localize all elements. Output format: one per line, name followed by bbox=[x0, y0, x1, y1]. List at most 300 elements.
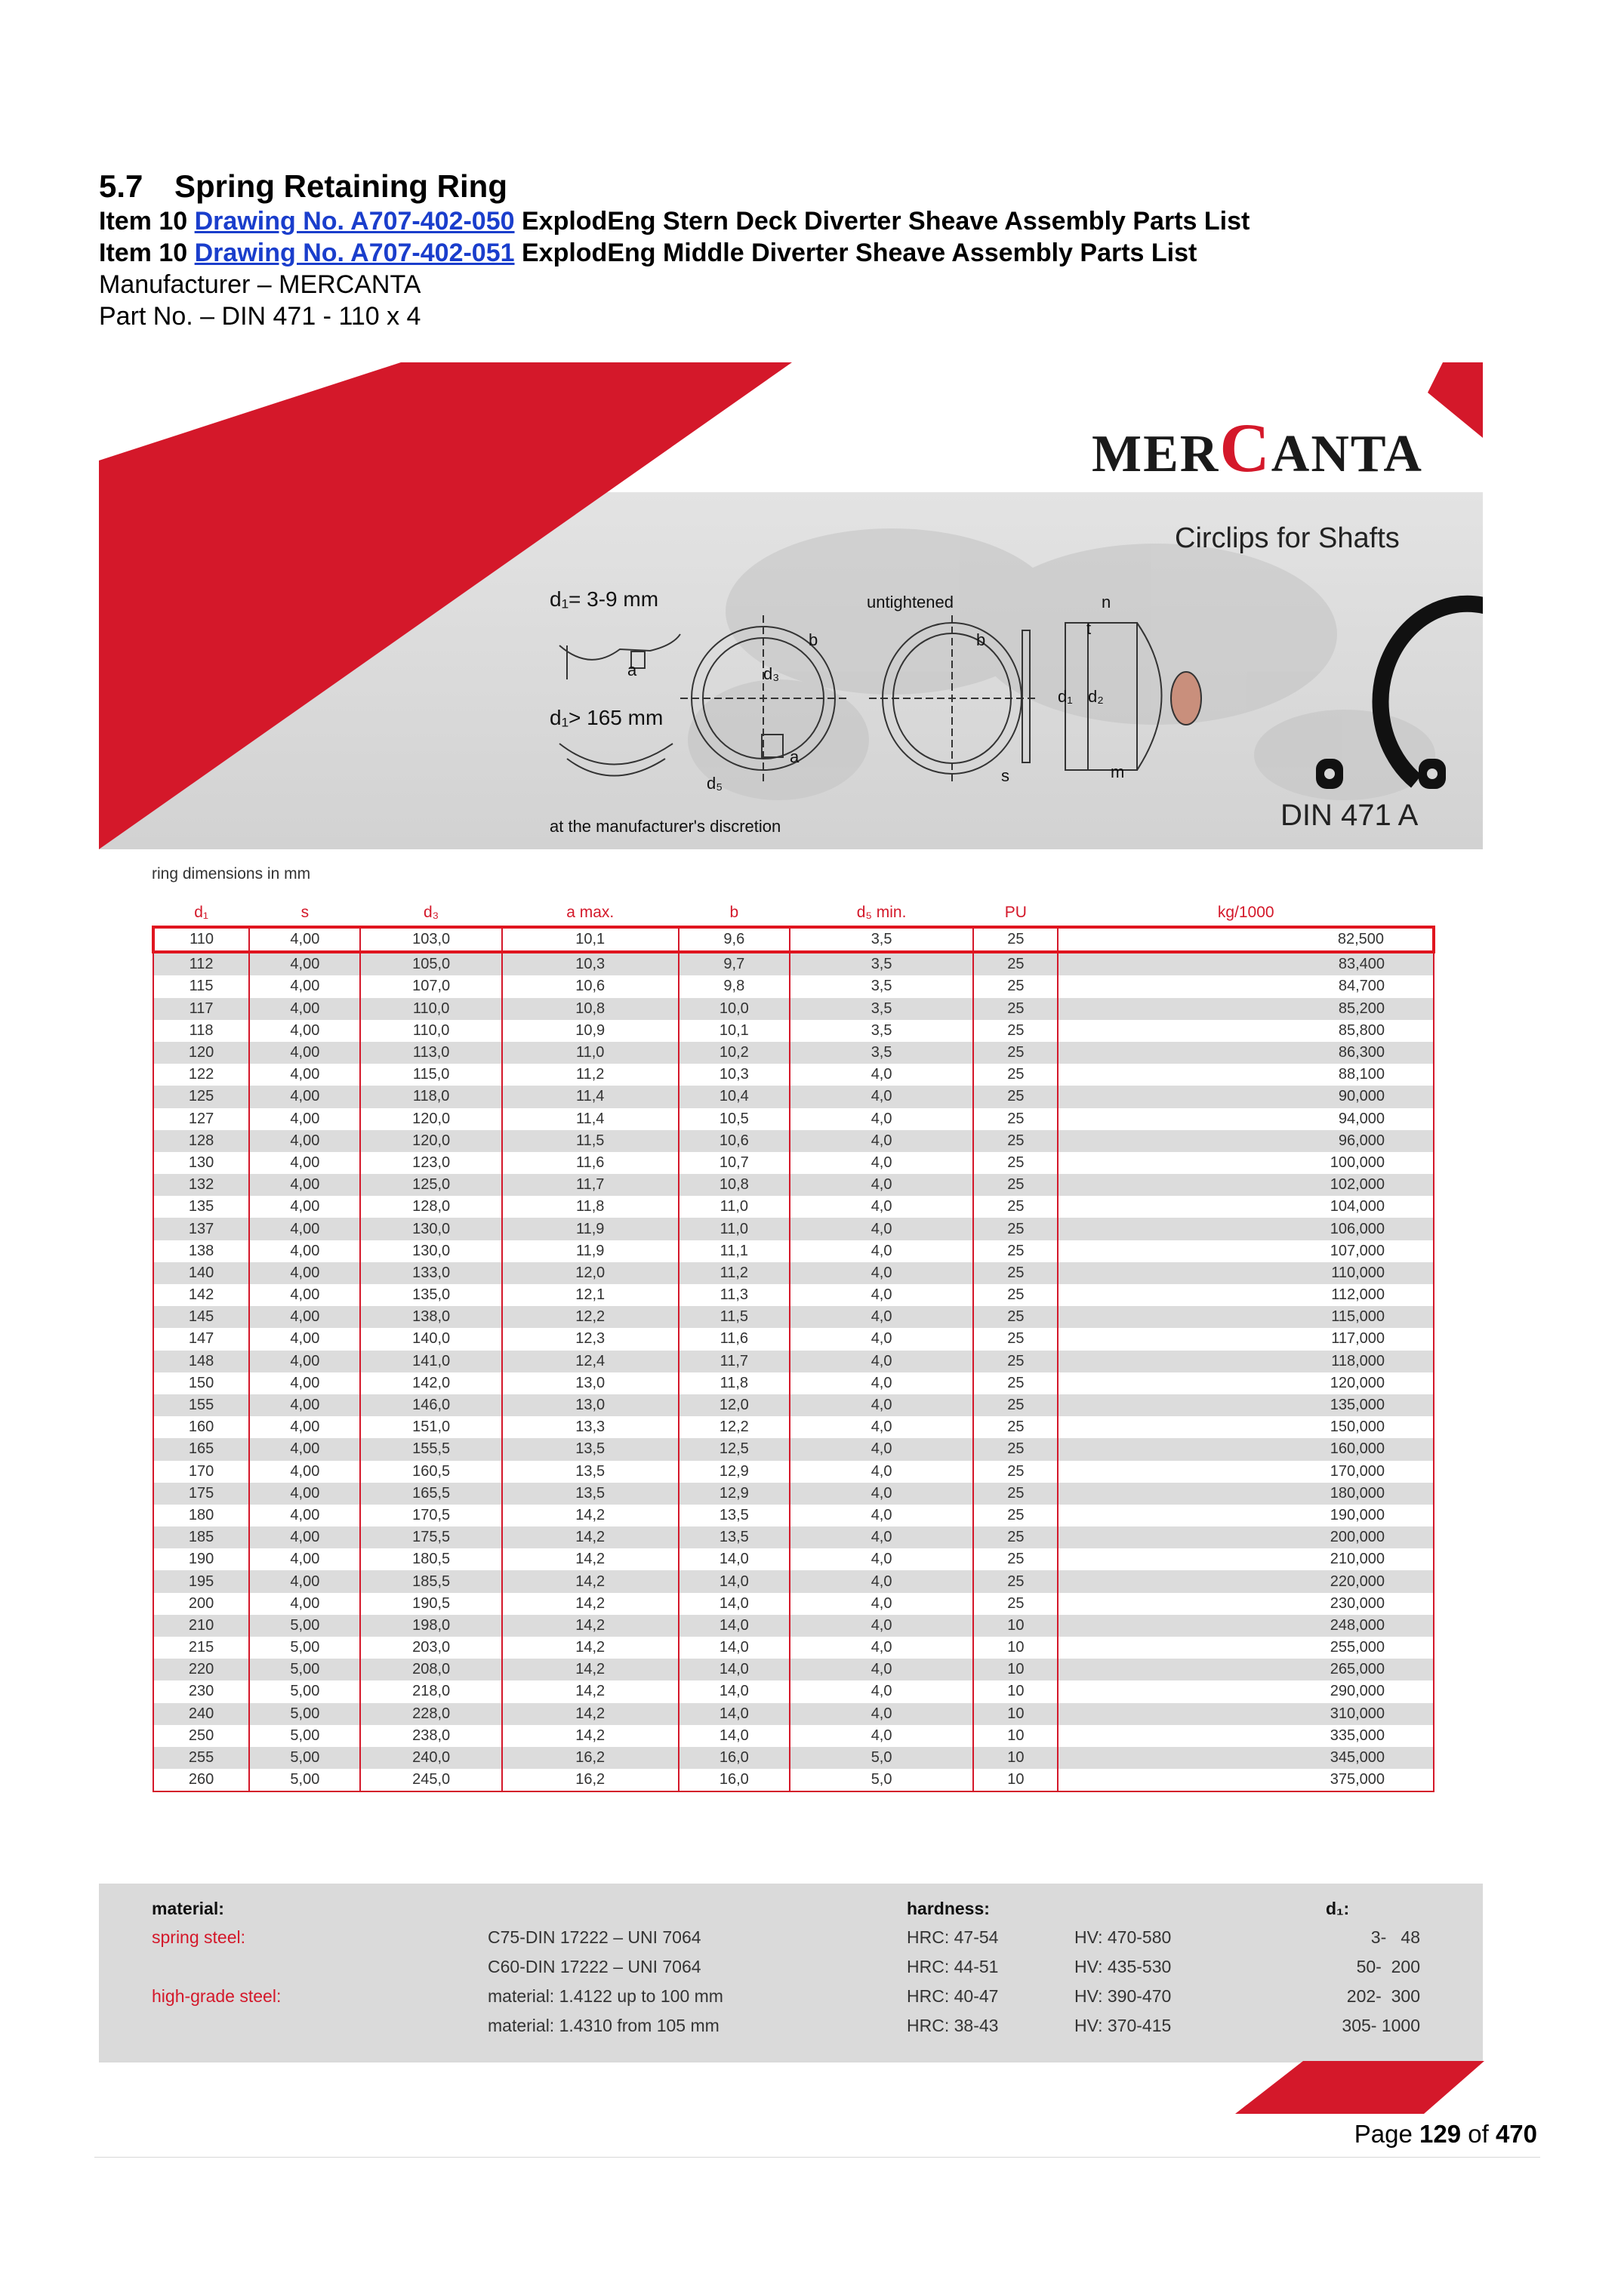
table-cell: 11,4 bbox=[502, 1086, 679, 1107]
table-row bbox=[153, 1725, 1434, 1747]
table-cell: 25 bbox=[973, 1218, 1058, 1240]
table-row bbox=[153, 1086, 1434, 1107]
table-cell: 4,0 bbox=[790, 1152, 973, 1174]
page-number: 129 bbox=[1419, 2120, 1462, 2148]
table-row bbox=[153, 975, 1434, 997]
table-cell: 345,000 bbox=[1058, 1747, 1434, 1769]
table-cell: 4,00 bbox=[249, 1284, 360, 1306]
mat-hv: HV: 370-415 bbox=[1074, 2016, 1172, 2035]
table-cell: 11,7 bbox=[502, 1174, 679, 1196]
table-cell: 9,6 bbox=[679, 927, 790, 952]
table-cell: 4,00 bbox=[249, 1240, 360, 1262]
table-cell: 118,0 bbox=[360, 1086, 501, 1107]
table-cell: 14,2 bbox=[502, 1570, 679, 1592]
table-cell: 12,9 bbox=[679, 1483, 790, 1505]
table-cell: 3,5 bbox=[790, 927, 973, 952]
table-cell: 110,000 bbox=[1058, 1262, 1434, 1284]
table-cell: 85,200 bbox=[1058, 998, 1434, 1020]
manufacturer-line: Manufacturer – MERCANTA bbox=[99, 270, 421, 299]
table-cell: 10,7 bbox=[679, 1152, 790, 1174]
table-cell: 4,00 bbox=[249, 927, 360, 952]
table-cell: 88,100 bbox=[1058, 1064, 1434, 1086]
table-cell: 25 bbox=[973, 1086, 1058, 1107]
din-label: DIN 471 A bbox=[1280, 799, 1419, 832]
table-row bbox=[153, 1505, 1434, 1526]
table-cell: 25 bbox=[973, 998, 1058, 1020]
table-cell: 11,1 bbox=[679, 1240, 790, 1262]
table-cell: 240,0 bbox=[360, 1747, 501, 1769]
dim-s: s bbox=[1001, 766, 1009, 785]
table-cell: 13,5 bbox=[502, 1483, 679, 1505]
table-cell: 4,0 bbox=[790, 1064, 973, 1086]
item-description: ExplodEng Middle Diverter Sheave Assembly Parts List bbox=[514, 239, 1197, 267]
dim-b-untightened: b bbox=[976, 630, 986, 649]
table-cell: 4,0 bbox=[790, 1438, 973, 1460]
table-cell: 3,5 bbox=[790, 975, 973, 997]
table-cell: 13,5 bbox=[679, 1526, 790, 1548]
column-header: d₅ min. bbox=[790, 900, 973, 927]
mat-spec: material: 1.4310 from 105 mm bbox=[488, 2016, 720, 2035]
dim-d3: d₃ bbox=[763, 664, 780, 683]
table-cell: 4,00 bbox=[249, 1218, 360, 1240]
table-cell: 10,9 bbox=[502, 1020, 679, 1042]
table-cell: 290,000 bbox=[1058, 1680, 1434, 1702]
table-cell: 4,00 bbox=[249, 1174, 360, 1196]
table-cell: 110 bbox=[153, 927, 249, 952]
mat-hrc: HRC: 44-51 bbox=[907, 1957, 999, 1976]
table-cell: 4,00 bbox=[249, 1086, 360, 1107]
table-cell: 25 bbox=[973, 1064, 1058, 1086]
table-cell: 185,5 bbox=[360, 1570, 501, 1592]
table-cell: 180,5 bbox=[360, 1548, 501, 1570]
table-cell: 4,0 bbox=[790, 1306, 973, 1328]
table-cell: 151,0 bbox=[360, 1416, 501, 1438]
table-row bbox=[153, 1483, 1434, 1505]
table-cell: 4,0 bbox=[790, 1174, 973, 1196]
table-cell: 14,0 bbox=[679, 1570, 790, 1592]
table-cell: 14,0 bbox=[679, 1725, 790, 1747]
table-row bbox=[153, 1372, 1434, 1394]
table-cell: 120 bbox=[153, 1042, 249, 1064]
table-row bbox=[153, 1747, 1434, 1769]
table-cell: 102,000 bbox=[1058, 1174, 1434, 1196]
table-cell: 122 bbox=[153, 1064, 249, 1086]
table-cell: 10 bbox=[973, 1725, 1058, 1747]
table-cell: 112 bbox=[153, 952, 249, 975]
mat-spec: material: 1.4122 up to 100 mm bbox=[488, 1986, 723, 2006]
table-cell: 5,00 bbox=[249, 1725, 360, 1747]
material-panel bbox=[99, 1884, 1483, 2062]
table-cell: 14,0 bbox=[679, 1659, 790, 1680]
table-cell: 250 bbox=[153, 1725, 249, 1747]
table-cell: 128,0 bbox=[360, 1196, 501, 1218]
table-cell: 25 bbox=[973, 1284, 1058, 1306]
table-cell: 10,6 bbox=[679, 1130, 790, 1152]
table-cell: 25 bbox=[973, 1042, 1058, 1064]
table-cell: 25 bbox=[973, 1351, 1058, 1372]
label-d1-large: d₁> 165 mm bbox=[550, 706, 664, 729]
mat-d1: 202- 300 bbox=[1346, 1986, 1420, 2006]
table-cell: 25 bbox=[973, 1328, 1058, 1350]
table-cell: 142,0 bbox=[360, 1372, 501, 1394]
dim-a-small: a bbox=[627, 661, 637, 679]
table-cell: 4,0 bbox=[790, 1086, 973, 1107]
table-row bbox=[153, 1526, 1434, 1548]
table-cell: 25 bbox=[973, 1372, 1058, 1394]
table-cell: 200,000 bbox=[1058, 1526, 1434, 1548]
table-cell: 4,0 bbox=[790, 1328, 973, 1350]
table-row bbox=[153, 1218, 1434, 1240]
table-cell: 4,00 bbox=[249, 1461, 360, 1483]
table-cell: 248,000 bbox=[1058, 1615, 1434, 1637]
table-cell: 10,3 bbox=[679, 1064, 790, 1086]
table-cell: 120,0 bbox=[360, 1130, 501, 1152]
table-cell: 25 bbox=[973, 1526, 1058, 1548]
dim-b: b bbox=[809, 630, 818, 649]
table-cell: 14,2 bbox=[502, 1725, 679, 1747]
table-cell: 10 bbox=[973, 1615, 1058, 1637]
table-cell: 160 bbox=[153, 1416, 249, 1438]
table-cell: 245,0 bbox=[360, 1769, 501, 1791]
table-cell: 4,0 bbox=[790, 1416, 973, 1438]
table-cell: 4,00 bbox=[249, 1306, 360, 1328]
mat-d1: 50- 200 bbox=[1356, 1957, 1420, 1976]
table-cell: 4,0 bbox=[790, 1196, 973, 1218]
table-cell: 203,0 bbox=[360, 1637, 501, 1659]
table-cell: 25 bbox=[973, 1196, 1058, 1218]
table-cell: 4,0 bbox=[790, 1394, 973, 1416]
table-row bbox=[153, 998, 1434, 1020]
table-cell: 14,0 bbox=[679, 1703, 790, 1725]
table-cell: 255 bbox=[153, 1747, 249, 1769]
table-cell: 135 bbox=[153, 1196, 249, 1218]
label-discretion: at the manufacturer's discretion bbox=[550, 817, 781, 836]
table-cell: 86,300 bbox=[1058, 1042, 1434, 1064]
table-cell: 125 bbox=[153, 1086, 249, 1107]
table-cell: 210 bbox=[153, 1615, 249, 1637]
table-cell: 165,5 bbox=[360, 1483, 501, 1505]
drawing-link-050[interactable]: Drawing No. A707-402-050 bbox=[194, 207, 515, 236]
table-cell: 85,800 bbox=[1058, 1020, 1434, 1042]
table-cell: 12,4 bbox=[502, 1351, 679, 1372]
table-cell: 4,0 bbox=[790, 1284, 973, 1306]
column-header: a max. bbox=[502, 900, 679, 927]
table-cell: 117 bbox=[153, 998, 249, 1020]
table-cell: 25 bbox=[973, 1152, 1058, 1174]
table-cell: 104,000 bbox=[1058, 1196, 1434, 1218]
table-row bbox=[153, 1416, 1434, 1438]
table-cell: 10,3 bbox=[502, 952, 679, 975]
catalog-subtitle: Circlips for Shafts bbox=[1175, 522, 1400, 554]
table-cell: 11,0 bbox=[679, 1196, 790, 1218]
table-row bbox=[153, 1306, 1434, 1328]
label-untightened: untightened bbox=[867, 593, 954, 611]
table-cell: 190,000 bbox=[1058, 1505, 1434, 1526]
table-cell: 94,000 bbox=[1058, 1108, 1434, 1130]
table-row bbox=[153, 1637, 1434, 1659]
table-cell: 175,5 bbox=[360, 1526, 501, 1548]
column-header: d₁ bbox=[153, 900, 249, 927]
table-cell: 11,5 bbox=[679, 1306, 790, 1328]
table-row bbox=[153, 1020, 1434, 1042]
column-header: s bbox=[249, 900, 360, 927]
table-cell: 180 bbox=[153, 1505, 249, 1526]
table-cell: 25 bbox=[973, 1108, 1058, 1130]
table-cell: 25 bbox=[973, 975, 1058, 997]
dim-m: m bbox=[1111, 762, 1125, 781]
table-row bbox=[153, 1196, 1434, 1218]
column-header: d₃ bbox=[360, 900, 501, 927]
table-cell: 25 bbox=[973, 927, 1058, 952]
table-cell: 115 bbox=[153, 975, 249, 997]
table-cell: 25 bbox=[973, 1130, 1058, 1152]
table-cell: 105,0 bbox=[360, 952, 501, 975]
table-cell: 4,00 bbox=[249, 975, 360, 997]
table-note: ring dimensions in mm bbox=[152, 865, 311, 883]
table-cell: 10,4 bbox=[679, 1086, 790, 1107]
table-cell: 4,00 bbox=[249, 1196, 360, 1218]
table-row bbox=[153, 1174, 1434, 1196]
table-row bbox=[153, 1394, 1434, 1416]
table-cell: 4,0 bbox=[790, 1372, 973, 1394]
table-cell: 180,000 bbox=[1058, 1483, 1434, 1505]
hardness-heading: hardness: bbox=[907, 1899, 990, 1918]
table-cell: 14,2 bbox=[502, 1680, 679, 1702]
table-cell: 11,5 bbox=[502, 1130, 679, 1152]
table-cell: 11,8 bbox=[502, 1196, 679, 1218]
table-cell: 25 bbox=[973, 1438, 1058, 1460]
table-cell: 238,0 bbox=[360, 1725, 501, 1747]
table-row bbox=[153, 1108, 1434, 1130]
mat-hrc: HRC: 47-54 bbox=[907, 1927, 999, 1947]
table-cell: 230 bbox=[153, 1680, 249, 1702]
table-cell: 4,0 bbox=[790, 1483, 973, 1505]
table-cell: 11,4 bbox=[502, 1108, 679, 1130]
table-cell: 11,2 bbox=[502, 1064, 679, 1086]
table-cell: 12,1 bbox=[502, 1284, 679, 1306]
table-cell: 132 bbox=[153, 1174, 249, 1196]
table-cell: 25 bbox=[973, 1240, 1058, 1262]
table-cell: 4,00 bbox=[249, 1372, 360, 1394]
table-cell: 83,400 bbox=[1058, 952, 1434, 975]
table-cell: 107,000 bbox=[1058, 1240, 1434, 1262]
column-header: kg/1000 bbox=[1058, 900, 1434, 927]
table-cell: 4,0 bbox=[790, 1615, 973, 1637]
table-cell: 14,0 bbox=[679, 1637, 790, 1659]
table-cell: 4,00 bbox=[249, 1570, 360, 1592]
table-cell: 16,0 bbox=[679, 1769, 790, 1791]
table-cell: 4,00 bbox=[249, 1438, 360, 1460]
table-cell: 84,700 bbox=[1058, 975, 1434, 997]
table-row bbox=[153, 1240, 1434, 1262]
table-cell: 12,2 bbox=[502, 1306, 679, 1328]
table-cell: 4,0 bbox=[790, 1637, 973, 1659]
catalog-banner bbox=[99, 362, 1483, 849]
item-line-1 bbox=[99, 205, 1533, 237]
table-row bbox=[153, 1548, 1434, 1570]
table-cell: 4,0 bbox=[790, 1526, 973, 1548]
table-cell: 25 bbox=[973, 952, 1058, 975]
table-cell: 13,0 bbox=[502, 1394, 679, 1416]
table-cell: 117,000 bbox=[1058, 1328, 1434, 1350]
table-cell: 130 bbox=[153, 1152, 249, 1174]
table-cell: 12,0 bbox=[502, 1262, 679, 1284]
table-cell: 4,0 bbox=[790, 1593, 973, 1615]
table-row bbox=[153, 1328, 1434, 1350]
table-cell: 25 bbox=[973, 1548, 1058, 1570]
table-body bbox=[153, 927, 1434, 1791]
drawing-link-051[interactable]: Drawing No. A707-402-051 bbox=[194, 239, 515, 267]
table-cell: 14,2 bbox=[502, 1615, 679, 1637]
table-cell: 110,0 bbox=[360, 998, 501, 1020]
table-cell: 5,00 bbox=[249, 1637, 360, 1659]
table-cell: 375,000 bbox=[1058, 1769, 1434, 1791]
table-cell: 170,5 bbox=[360, 1505, 501, 1526]
table-cell: 150,000 bbox=[1058, 1416, 1434, 1438]
table-cell: 198,0 bbox=[360, 1615, 501, 1637]
table-row bbox=[153, 1615, 1434, 1637]
table-cell: 185 bbox=[153, 1526, 249, 1548]
table-cell: 10 bbox=[973, 1680, 1058, 1702]
table-cell: 218,0 bbox=[360, 1680, 501, 1702]
table-cell: 140 bbox=[153, 1262, 249, 1284]
mat-spec: C75-DIN 17222 – UNI 7064 bbox=[488, 1927, 701, 1947]
table-cell: 210,000 bbox=[1058, 1548, 1434, 1570]
section-title bbox=[99, 168, 1533, 205]
table-cell: 11,8 bbox=[679, 1372, 790, 1394]
table-cell: 100,000 bbox=[1058, 1152, 1434, 1174]
table-cell: 25 bbox=[973, 1262, 1058, 1284]
table-cell: 130,0 bbox=[360, 1218, 501, 1240]
table-cell: 4,0 bbox=[790, 1703, 973, 1725]
table-cell: 4,0 bbox=[790, 1725, 973, 1747]
table-cell: 142 bbox=[153, 1284, 249, 1306]
red-corner-accent bbox=[1428, 362, 1483, 438]
table-cell: 4,00 bbox=[249, 1130, 360, 1152]
table-cell: 25 bbox=[973, 1483, 1058, 1505]
table-cell: 148 bbox=[153, 1351, 249, 1372]
table-cell: 5,00 bbox=[249, 1703, 360, 1725]
table-cell: 10,1 bbox=[679, 1020, 790, 1042]
table-cell: 10,8 bbox=[679, 1174, 790, 1196]
table-cell: 4,00 bbox=[249, 1593, 360, 1615]
catalog-page-image bbox=[99, 362, 1483, 2062]
table-cell: 11,9 bbox=[502, 1218, 679, 1240]
table-cell: 14,2 bbox=[502, 1703, 679, 1725]
document-header bbox=[99, 168, 1533, 332]
table-cell: 190,5 bbox=[360, 1593, 501, 1615]
table-cell: 4,00 bbox=[249, 952, 360, 975]
table-row bbox=[153, 1680, 1434, 1702]
table-cell: 14,2 bbox=[502, 1548, 679, 1570]
table-row bbox=[153, 1703, 1434, 1725]
mat-hv: HV: 470-580 bbox=[1074, 1927, 1172, 1947]
table-row-highlighted bbox=[153, 927, 1434, 952]
mercanta-logo: MERCANTA bbox=[1092, 409, 1423, 486]
table-cell: 146,0 bbox=[360, 1394, 501, 1416]
table-cell: 123,0 bbox=[360, 1152, 501, 1174]
table-cell: 147 bbox=[153, 1328, 249, 1350]
table-row bbox=[153, 1570, 1434, 1592]
table-header-row bbox=[153, 900, 1434, 927]
table-cell: 165 bbox=[153, 1438, 249, 1460]
table-cell: 170,000 bbox=[1058, 1461, 1434, 1483]
highgrade-steel-label: high-grade steel: bbox=[152, 1986, 282, 2006]
table-cell: 220,000 bbox=[1058, 1570, 1434, 1592]
table-cell: 3,5 bbox=[790, 998, 973, 1020]
item-label: Item 10 bbox=[99, 207, 195, 236]
section-name: Spring Retaining Ring bbox=[174, 168, 507, 204]
table-cell: 25 bbox=[973, 1394, 1058, 1416]
table-cell: 4,00 bbox=[249, 1042, 360, 1064]
table-cell: 170 bbox=[153, 1461, 249, 1483]
table-cell: 11,6 bbox=[679, 1328, 790, 1350]
table-cell: 10 bbox=[973, 1659, 1058, 1680]
column-header: b bbox=[679, 900, 790, 927]
page-footer: Page 129 of 470 bbox=[1354, 2120, 1537, 2148]
table-row bbox=[153, 1284, 1434, 1306]
table-cell: 115,000 bbox=[1058, 1306, 1434, 1328]
table-cell: 5,00 bbox=[249, 1680, 360, 1702]
table-row bbox=[153, 1438, 1434, 1460]
table-cell: 11,3 bbox=[679, 1284, 790, 1306]
small-ring-detail bbox=[559, 634, 680, 679]
mat-hv: HV: 435-530 bbox=[1074, 1957, 1172, 1976]
dimensions-table bbox=[152, 900, 1435, 1792]
table-cell: 25 bbox=[973, 1416, 1058, 1438]
column-header: PU bbox=[973, 900, 1058, 927]
table-cell: 3,5 bbox=[790, 1020, 973, 1042]
mat-spec: C60-DIN 17222 – UNI 7064 bbox=[488, 1957, 701, 1976]
mat-d1: 3- 48 bbox=[1370, 1927, 1420, 1947]
item-label: Item 10 bbox=[99, 239, 195, 267]
table-row bbox=[153, 1461, 1434, 1483]
table-cell: 12,9 bbox=[679, 1461, 790, 1483]
table-cell: 128 bbox=[153, 1130, 249, 1152]
table-cell: 11,2 bbox=[679, 1262, 790, 1284]
table-cell: 125,0 bbox=[360, 1174, 501, 1196]
table-cell: 160,5 bbox=[360, 1461, 501, 1483]
dim-a: a bbox=[790, 747, 800, 766]
table-cell: 10,8 bbox=[502, 998, 679, 1020]
table-cell: 140,0 bbox=[360, 1328, 501, 1350]
table-cell: 11,6 bbox=[502, 1152, 679, 1174]
table-cell: 4,00 bbox=[249, 1108, 360, 1130]
table-row bbox=[153, 1130, 1434, 1152]
table-cell: 10,6 bbox=[502, 975, 679, 997]
table-cell: 9,8 bbox=[679, 975, 790, 997]
table-cell: 4,0 bbox=[790, 1130, 973, 1152]
dim-d1: d₁ bbox=[1058, 687, 1073, 706]
table-cell: 90,000 bbox=[1058, 1086, 1434, 1107]
table-cell: 10 bbox=[973, 1769, 1058, 1791]
table-cell: 9,7 bbox=[679, 952, 790, 975]
label-d1-small: d₁= 3-9 mm bbox=[550, 587, 659, 611]
table-cell: 16,2 bbox=[502, 1747, 679, 1769]
table-cell: 106,000 bbox=[1058, 1218, 1434, 1240]
table-cell: 82,500 bbox=[1058, 927, 1434, 952]
table-cell: 13,5 bbox=[679, 1505, 790, 1526]
table-cell: 10,0 bbox=[679, 998, 790, 1020]
table-cell: 4,00 bbox=[249, 1328, 360, 1350]
table-cell: 3,5 bbox=[790, 1042, 973, 1064]
table-cell: 220 bbox=[153, 1659, 249, 1680]
table-cell: 10 bbox=[973, 1703, 1058, 1725]
spring-steel-label: spring steel: bbox=[152, 1927, 246, 1947]
table-cell: 4,0 bbox=[790, 1262, 973, 1284]
table-cell: 12,3 bbox=[502, 1328, 679, 1350]
table-row bbox=[153, 1659, 1434, 1680]
